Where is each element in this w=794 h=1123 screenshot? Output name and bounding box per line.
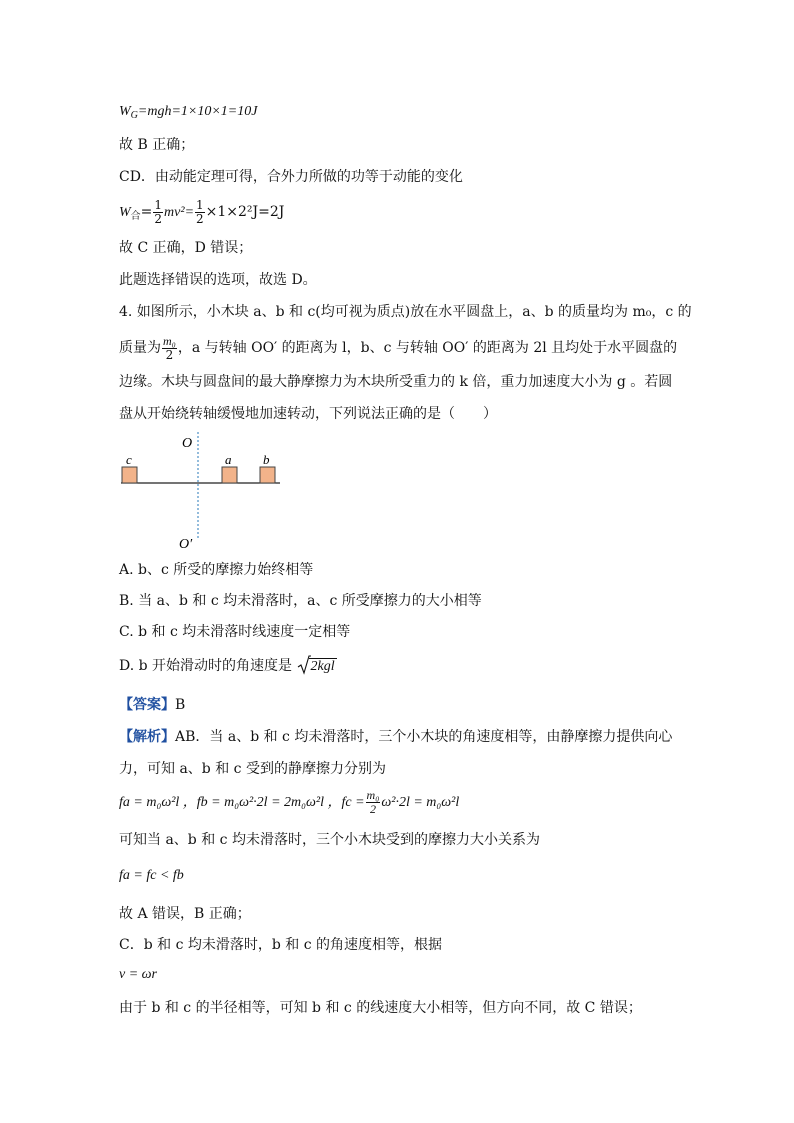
friction-relation: fa = fc < fb	[119, 868, 184, 883]
half-fraction: $\frac{1}{2}$	[154, 197, 163, 226]
block-c-label: c	[126, 452, 132, 467]
c-part-explanation: C．b 和 c 均未滑落时，b 和 c 的角速度相等，根据	[119, 937, 443, 953]
friction-equations: fa = m₀ω²l ，fb = m₀ω²·2l = 2m₀ω²l ，fc = $\frac{\text{m₀}}{2}$ ω²·2l = m₀ω²l	[119, 788, 460, 817]
w-g-rhs: =mgh=1×10×1=10J	[137, 104, 258, 119]
c-correct-d-wrong-text: 故 C 正确，D 错误；	[119, 240, 253, 256]
block-b	[260, 467, 275, 483]
cd-explanation: CD．由动能定理可得，合外力所做的功等于动能的变化	[119, 169, 463, 185]
work-total-equation: $W_合=$ $\frac{1}{2}$ mv²= $\frac{1}{2}$ ×1×2²J=2J	[119, 197, 285, 226]
rotating-disk-diagram	[115, 430, 290, 552]
block-b-label: b	[263, 452, 270, 467]
question-4-line-2: 质量为 $\frac{\text{m₀}}{2}$ ，a 与转轴 OO′ 的距离为 l，b、c 与转轴 OO′ 的距离为 2l 且均处于水平圆盘的	[119, 333, 678, 362]
b-correct-text: 故 B 正确；	[119, 137, 195, 153]
analysis-line-2: 力，可知 a、b 和 c 受到的静摩擦力分别为	[119, 761, 386, 777]
analysis-line-1: 【解析】AB．当 a、b 和 c 均未滑落时，三个小木块的角速度相等，由静摩擦力提供向心	[119, 729, 673, 745]
option-b: B. 当 a、b 和 c 均未滑落时，a、c 所受摩擦力的大小相等	[119, 593, 482, 609]
half-fraction-2: $\frac{1}{2}$	[196, 197, 204, 226]
work-gravity-equation	[119, 101, 257, 126]
question-4-line-4: 盘从开始绕转轴缓慢地加速转动，下列说法正确的是（ ）	[119, 406, 497, 422]
w-subscript-g: G	[130, 110, 138, 121]
sqrt-symbol	[297, 655, 311, 675]
answer-line	[119, 695, 185, 715]
analysis-label: 【解析】	[119, 729, 175, 745]
velocity-equation: v = ωr	[119, 967, 157, 982]
answer-label: 【答案】	[119, 697, 175, 713]
option-d: D. b 开始滑动时的角速度是 2kgl	[119, 654, 337, 679]
m0-over-2-fraction: $\frac{\text{m₀}}{2}$	[163, 333, 176, 362]
block-a-label: a	[225, 452, 232, 467]
answer-value: B	[175, 697, 186, 713]
w-total-result: ×1×2²J=2J	[205, 204, 285, 220]
mv2-term: mv²=	[164, 205, 195, 220]
sqrt-expression: 2kgl	[297, 654, 337, 679]
block-a	[222, 467, 237, 483]
option-c: C. b 和 c 均未滑落时线速度一定相等	[119, 624, 351, 640]
question-4-line-1: 4. 如图所示，小木块 a、b 和 c(均可视为质点)放在水平圆盘上，a、b 的质量均为 m₀，c 的	[119, 304, 692, 320]
question-4-line-3: 边缘。木块与圆盘间的最大静摩擦力为木块所受重力的 k 倍，重力加速度大小为 g 。若圆	[119, 374, 673, 390]
a-wrong-b-correct-text: 故 A 错误，B 正确；	[119, 906, 251, 922]
analysis-line-3: 可知当 a、b 和 c 均未滑落时，三个小木块受到的摩擦力大小关系为	[119, 832, 540, 848]
w-total-subscript: 合	[130, 211, 141, 222]
option-a: A. b、c 所受的摩擦力始终相等	[119, 562, 314, 578]
select-d-text: 此题选择错误的选项，故选 D。	[119, 272, 317, 288]
c-conclusion: 由于 b 和 c 的半径相等，可知 b 和 c 的线速度大小相等，但方向不同，故 C 错误；	[119, 1000, 642, 1016]
axis-label-bottom: O′	[179, 537, 193, 552]
block-c	[122, 467, 137, 483]
w-symbol: W	[119, 104, 131, 119]
w-total-symbol: W	[119, 205, 131, 220]
m0-over-2-fraction-2: $\frac{\text{m₀}}{2}$	[366, 788, 380, 817]
axis-label-top: O	[182, 436, 193, 451]
